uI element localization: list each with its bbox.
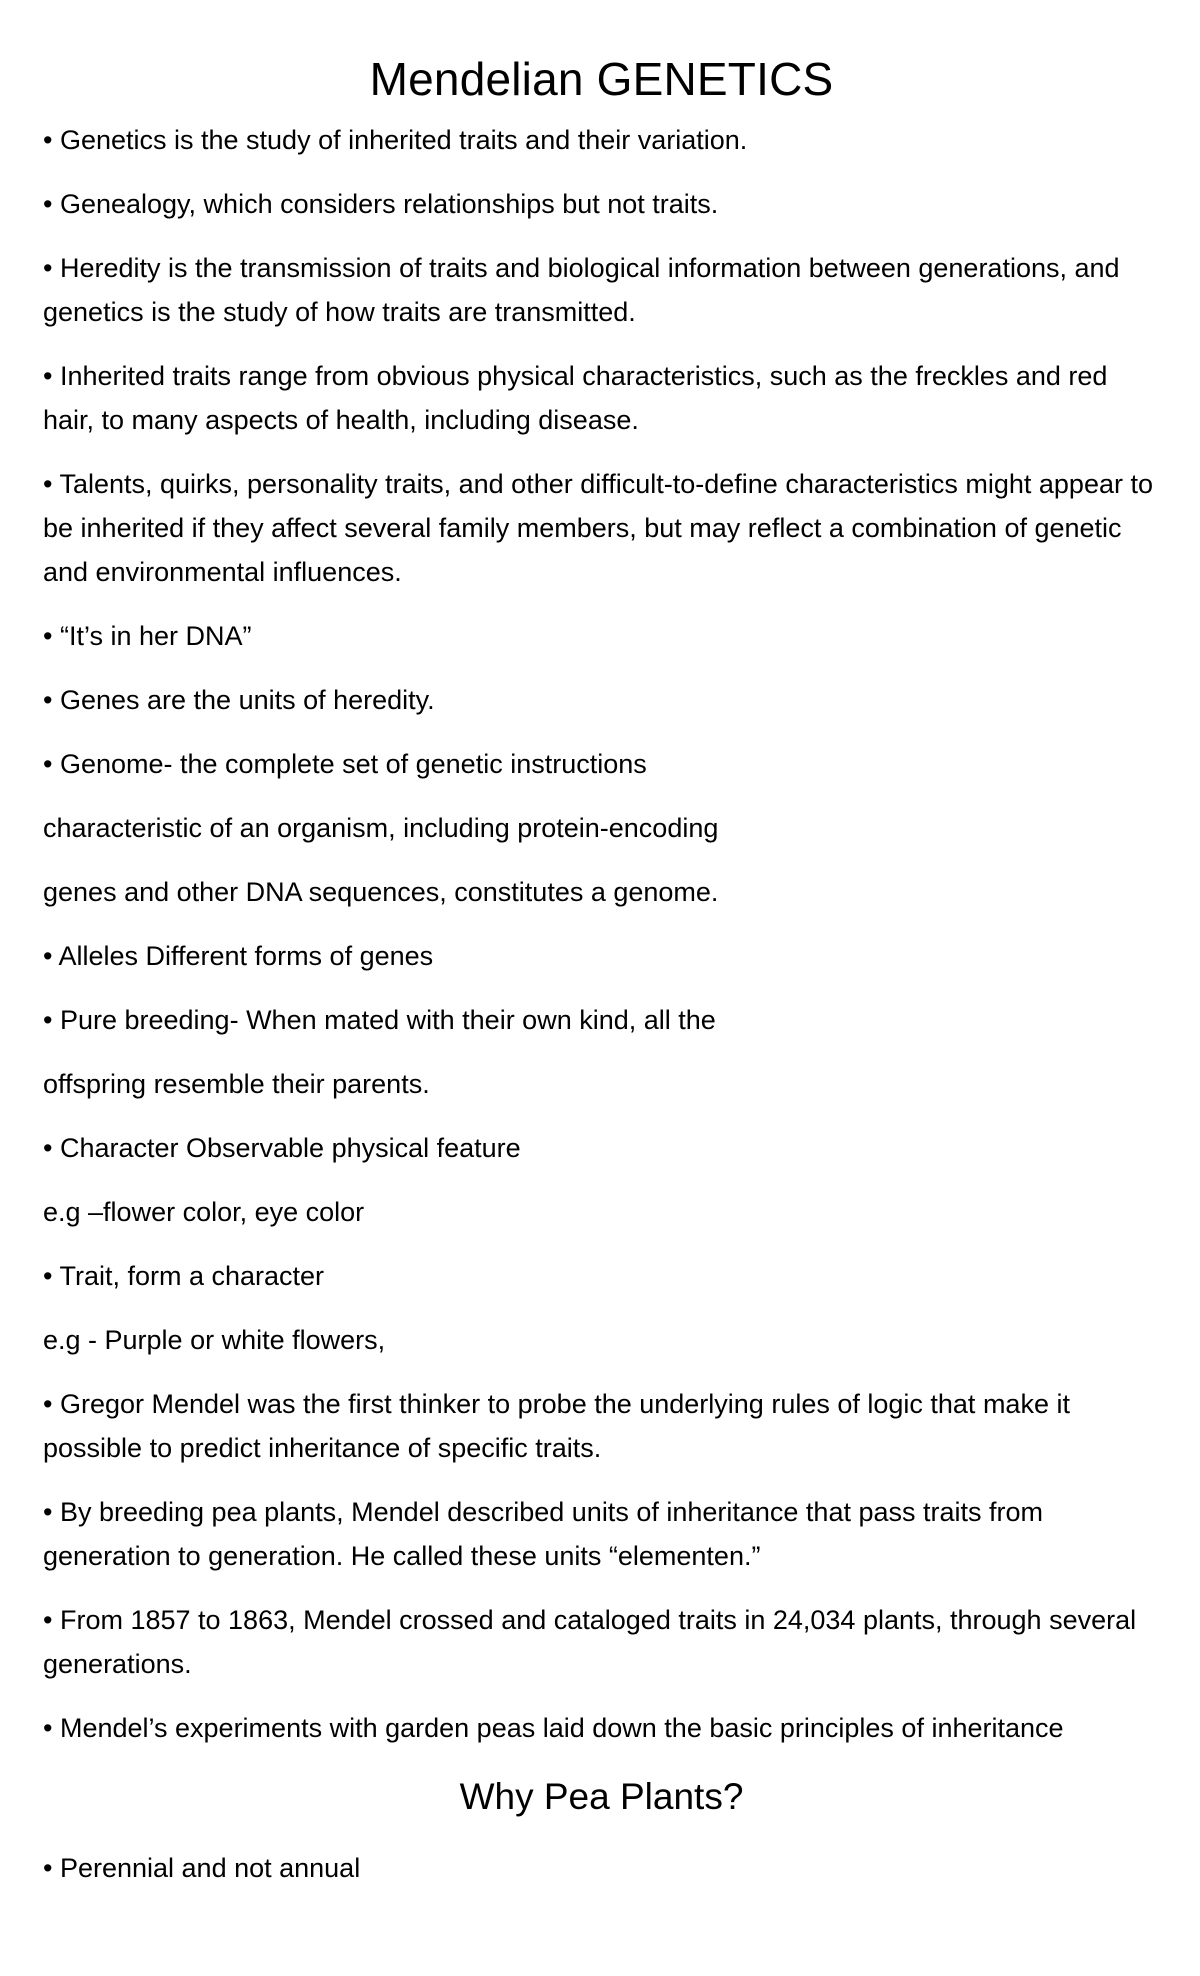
document-title: Mendelian GENETICS — [369, 53, 834, 105]
paragraph: • Genes are the units of heredity. — [43, 685, 435, 715]
section-paragraph-list — [43, 1846, 1160, 1890]
paragraph: • Inherited traits range from obvious physical characteristics, such as the freckles and red hair, to many aspects of health, including disease. — [43, 361, 1108, 435]
paragraph: • Trait, form a character — [43, 1261, 325, 1291]
paragraph: • Gregor Mendel was the first thinker to probe the underlying rules of logic that make it possible to predict inheritance of specific traits. — [43, 1389, 1070, 1463]
paragraph: offspring resemble their parents. — [43, 1069, 430, 1099]
paragraph: • From 1857 to 1863, Mendel crossed and cataloged traits in 24,034 plants, through several generations. — [43, 1605, 1137, 1679]
paragraph: • Talents, quirks, personality traits, and other difficult-to-define characteristics might appear to be inherited if they affect several family members, but may reflect a combination of genetic and environmental influences. — [43, 469, 1153, 587]
paragraph: • Alleles Different forms of genes — [43, 941, 434, 971]
paragraph: • By breeding pea plants, Mendel described units of inheritance that pass traits from generation to generation. He called these units “elementen.” — [43, 1497, 1044, 1571]
paragraph: e.g –flower color, eye color — [43, 1197, 365, 1227]
paragraph: genes and other DNA sequences, constitutes a genome. — [43, 877, 719, 907]
paragraph: • Heredity is the transmission of traits and biological information between generations, and genetics is the study of how traits are transmitted. — [43, 253, 1120, 327]
paragraph: • Genetics is the study of inherited traits and their variation. — [43, 125, 748, 155]
paragraph: characteristic of an organism, including protein-encoding — [43, 813, 719, 843]
paragraph-list — [43, 118, 1160, 1750]
paragraph: • Character Observable physical feature — [43, 1133, 521, 1163]
paragraph: • Perennial and not annual — [43, 1853, 361, 1883]
paragraph: • Genealogy, which considers relationships but not traits. — [43, 189, 719, 219]
paragraph: • Mendel’s experiments with garden peas laid down the basic principles of inheritance — [43, 1713, 1064, 1743]
paragraph: • “It’s in her DNA” — [43, 621, 252, 651]
section-title: Why Pea Plants? — [459, 1776, 744, 1817]
paragraph: • Genome- the complete set of genetic instructions — [43, 749, 647, 779]
paragraph: • Pure breeding- When mated with their own kind, all the — [43, 1005, 716, 1035]
paragraph: e.g - Purple or white flowers, — [43, 1325, 386, 1355]
